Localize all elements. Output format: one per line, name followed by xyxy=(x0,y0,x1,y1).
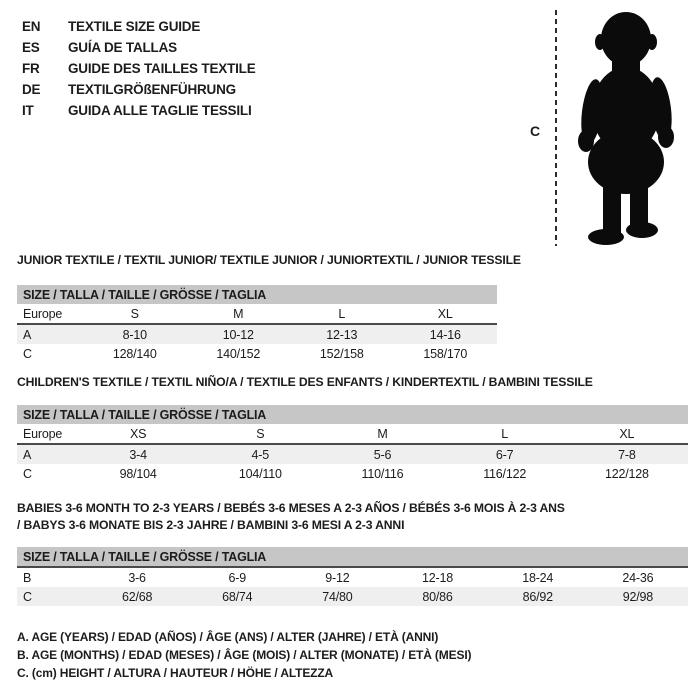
table-row-europe xyxy=(17,304,497,324)
table-row-age-years xyxy=(17,324,497,344)
table-cell: 116/122 xyxy=(483,466,527,481)
table-cell: 5-6 xyxy=(321,444,443,464)
size-header-row xyxy=(17,285,497,304)
table-cell: XS xyxy=(77,424,199,444)
table-cell: 3-6 xyxy=(128,570,146,585)
table-cell: 12-18 xyxy=(422,570,454,585)
note-age-years: A. AGE (YEARS) / EDAD (AÑOS) / ÂGE (ANS) / ALTER (JAHRE) / ETÀ (ANNI) xyxy=(17,630,439,644)
children-size-table xyxy=(17,405,688,483)
table-row-europe xyxy=(17,424,688,444)
table-cell: 3-4 xyxy=(77,444,199,464)
table-cell: 24-36 xyxy=(622,570,654,585)
table-cell: 128/140 xyxy=(112,346,157,361)
table-cell: 92/98 xyxy=(588,587,688,606)
junior-size-table xyxy=(17,285,497,363)
row-label: C xyxy=(23,346,32,361)
babies-size-table xyxy=(17,547,688,606)
table-cell: 98/104 xyxy=(119,466,157,481)
language-code: EN xyxy=(22,19,41,34)
row-label: B xyxy=(23,570,32,585)
row-label: C xyxy=(23,466,32,481)
dashed-height-line xyxy=(555,10,557,246)
language-title: TEXTILE SIZE GUIDE xyxy=(68,19,201,34)
table-cell: 110/116 xyxy=(361,466,404,481)
table-cell: 74/80 xyxy=(287,587,387,606)
language-title: GUÍA DE TALLAS xyxy=(68,40,177,55)
height-measure-label: C xyxy=(530,123,541,139)
height-figure xyxy=(520,8,698,250)
table-cell: 122/128 xyxy=(604,466,649,481)
legend-notes xyxy=(17,628,471,682)
section-title: BABIES 3-6 MONTH TO 2-3 YEARS / BEBÉS 3-6 MESES A 2-3 AÑOS / BÉBÉS 3-6 MOIS À 2-3 ANS / BABYS 3-6 MONATE BIS 2-3 JAHRE / BAMBINI 3-6 MESI A 2-3 ANNI xyxy=(17,501,565,532)
table-cell: 140/152 xyxy=(216,346,261,361)
language-code: IT xyxy=(22,103,34,118)
table-cell: 12-13 xyxy=(290,324,394,344)
table-cell: 9-12 xyxy=(325,570,350,585)
table-row-height xyxy=(17,587,688,606)
table-cell: 4-5 xyxy=(199,444,321,464)
table-cell: 14-16 xyxy=(394,324,498,344)
section-title: CHILDREN'S TEXTILE / TEXTIL NIÑO/A / TEXTILE DES ENFANTS / KINDERTEXTIL / BAMBINI TESSILE xyxy=(17,375,593,389)
table-cell: M xyxy=(187,304,291,324)
size-header-cell: SIZE / TALLA / TAILLE / GRÖSSE / TAGLIA xyxy=(17,547,688,567)
table-cell: L xyxy=(290,304,394,324)
table-cell: 80/86 xyxy=(387,587,487,606)
language-list xyxy=(22,16,256,121)
language-row-es xyxy=(22,37,256,58)
language-code: DE xyxy=(22,82,41,97)
size-header-row xyxy=(17,547,688,567)
row-label: Europe xyxy=(17,304,83,324)
table-cell: 158/170 xyxy=(423,346,468,361)
table-cell: M xyxy=(321,424,443,444)
language-row-fr xyxy=(22,58,256,79)
language-row-de xyxy=(22,79,256,100)
section-babies-textile xyxy=(17,500,688,606)
size-header-cell: SIZE / TALLA / TAILLE / GRÖSSE / TAGLIA xyxy=(17,285,497,304)
table-cell: XL xyxy=(566,424,688,444)
size-header-row xyxy=(17,405,688,424)
table-row-height xyxy=(17,344,497,363)
table-cell: 68/74 xyxy=(187,587,287,606)
table-row-height xyxy=(17,464,688,483)
section-childrens-textile xyxy=(17,374,688,483)
row-label: A xyxy=(17,444,77,464)
row-label: Europe xyxy=(17,424,77,444)
toddler-silhouette-image xyxy=(566,8,694,248)
table-row-age-months xyxy=(17,567,688,587)
language-row-it xyxy=(22,100,256,121)
table-cell: 8-10 xyxy=(83,324,187,344)
language-title: GUIDA ALLE TAGLIE TESSILI xyxy=(68,103,252,118)
table-cell: 10-12 xyxy=(187,324,291,344)
table-cell: 86/92 xyxy=(488,587,588,606)
language-code: ES xyxy=(22,40,40,55)
section-title: JUNIOR TEXTILE / TEXTIL JUNIOR/ TEXTILE JUNIOR / JUNIORTEXTIL / JUNIOR TESSILE xyxy=(17,253,521,267)
table-cell: 6-9 xyxy=(228,570,246,585)
section-junior-textile xyxy=(17,252,521,363)
note-height: C. (cm) HEIGHT / ALTURA / HAUTEUR / HÖHE / ALTEZZA xyxy=(17,666,334,680)
language-title: TEXTILGRÖßENFÜHRUNG xyxy=(68,82,236,97)
table-cell: L xyxy=(444,424,566,444)
table-cell: 7-8 xyxy=(566,444,688,464)
note-age-months: B. AGE (MONTHS) / EDAD (MESES) / ÂGE (MOIS) / ALTER (MONATE) / ETÀ (MESI) xyxy=(17,648,472,662)
language-code: FR xyxy=(22,61,40,76)
size-header-cell: SIZE / TALLA / TAILLE / GRÖSSE / TAGLIA xyxy=(17,405,688,424)
table-cell: 18-24 xyxy=(522,570,554,585)
language-title: GUIDE DES TAILLES TEXTILE xyxy=(68,61,256,76)
table-cell: XL xyxy=(394,304,498,324)
table-cell: 6-7 xyxy=(444,444,566,464)
row-label: C xyxy=(17,587,87,606)
language-row-en xyxy=(22,16,256,37)
table-cell: 104/110 xyxy=(238,466,282,481)
table-cell: S xyxy=(83,304,187,324)
table-cell: 152/158 xyxy=(319,346,364,361)
table-row-age-years xyxy=(17,444,688,464)
table-cell: 62/68 xyxy=(87,587,187,606)
table-cell: S xyxy=(199,424,321,444)
row-label: A xyxy=(17,324,83,344)
